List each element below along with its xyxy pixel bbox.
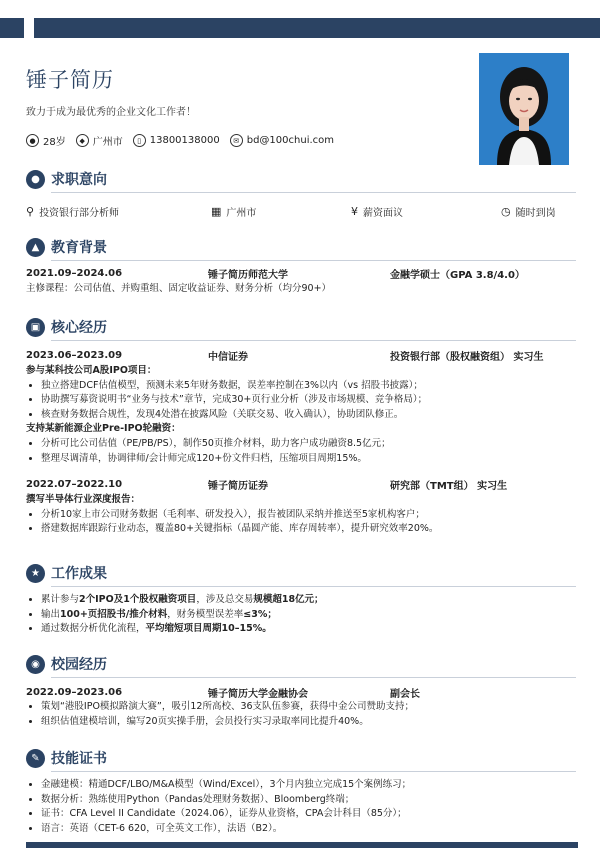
intent-position-text: 投资银行部分析师 — [39, 207, 120, 219]
list-item: • 数据分析：熟练使用Python（Pandas处理财务数据）、Bloomberg终端； — [41, 793, 576, 808]
city-text: 广州市 — [92, 137, 123, 148]
list-item: • 输出100+页招股书/推介材料，财务模型误差率≤3%； — [41, 608, 576, 623]
list-item: • 整理尽调清单，协调律师/会计师完成120+份文件归档，压缩项目周期15%。 — [41, 452, 576, 467]
job-org: 锤子简历证券 — [208, 480, 268, 492]
profile-photo — [479, 53, 569, 165]
job-date: 2022.07–2022.10 — [26, 478, 123, 490]
project-title: 支持某新能源企业Pre-IPO轮融资： — [26, 423, 181, 435]
header-bar-left — [0, 18, 24, 38]
campus-date: 2022.09–2023.06 — [26, 686, 123, 698]
skills-title: 技能证书 — [51, 751, 107, 767]
intent-title: 求职意向 — [51, 172, 107, 188]
edu-courses: 主修课程：公司估值、并购重组、固定收益证券、财务分析（均分90+） — [26, 283, 332, 294]
edu-school: 锤子简历师范大学 — [208, 269, 288, 281]
campus-section — [26, 653, 576, 729]
list-item: • 策划“港股IPO模拟路演大赛”，吸引12所高校、36支队伍参赛，获得中金公司赞助支持； — [41, 700, 576, 715]
education-title: 教育背景 — [51, 240, 107, 256]
intent-position — [26, 204, 211, 219]
clock-icon: ◷ — [501, 204, 511, 218]
job-header — [26, 348, 576, 362]
list-item: • 通过数据分析优化流程，平均缩短项目周期10–15%。 — [41, 622, 576, 637]
section-divider — [51, 340, 576, 341]
list-item: • 证书：CFA Level II Candidate（2024.06），证券从业资格，CPA会计科目（85分）； — [41, 807, 576, 822]
campus-org: 锤子简历大学金融协会 — [208, 688, 308, 700]
contact-row — [26, 133, 344, 148]
person-icon: ● — [26, 134, 39, 147]
job-org: 中信证券 — [208, 351, 248, 363]
list-item: • 组织估值建模培训，编写20页实操手册，会员投行实习录取率同比提升40%。 — [41, 715, 576, 730]
location-icon: ◆ — [76, 134, 89, 147]
skills-section — [26, 747, 576, 836]
job-role: 投资银行部（股权融资组） 实习生 — [390, 351, 544, 363]
results-section — [26, 562, 576, 637]
resume-name: 锤子简历 — [26, 68, 114, 92]
job-header — [26, 477, 576, 491]
footer-bar — [26, 842, 578, 848]
project-title: 参与某科技公司A股IPO项目： — [26, 365, 157, 376]
campus-title: 校园经历 — [51, 657, 107, 673]
section-divider — [51, 260, 576, 261]
phone-item — [133, 134, 220, 147]
experience-section — [26, 316, 576, 537]
intent-city-text: 广州市 — [226, 207, 257, 219]
list-item: • 分析可比公司估值（PE/PB/PS），制作50页推介材料，助力客户成功融资8.5亿元； — [41, 437, 576, 452]
phone-text: 13800138000 — [149, 135, 220, 146]
building-icon: ▦ — [211, 204, 222, 218]
trophy-icon: ★ — [26, 564, 45, 583]
intent-section — [26, 168, 576, 219]
job-date: 2023.06–2023.09 — [26, 349, 123, 361]
experience-title: 核心经历 — [51, 320, 107, 336]
list-item: • 独立搭建DCF估值模型，预测未来5年财务数据，误差率控制在3%以内（vs 招股书披露）； — [41, 379, 576, 394]
tagline: 致力于成为最优秀的企业文化工作者！ — [26, 107, 196, 118]
list-item: • 分析10家上市公司财务数据（毛利率、研发投入），报告被团队采纳并推送至5家机构客户； — [41, 508, 576, 523]
list-item: • 累计参与2个IPO及1个股权融资项目，涉及总交易规模超18亿元； — [41, 593, 576, 608]
age-item — [26, 133, 66, 148]
intent-city — [211, 204, 351, 219]
email-text: bd@100chui.com — [246, 135, 335, 146]
campus-role: 副会长 — [390, 688, 420, 700]
list-item: • 搭建数据库跟踪行业动态，覆盖80+关键指标（晶圆产能、库存周转率），提升研究效率20%。 — [41, 522, 576, 537]
list-item: • 协助撰写募资说明书“业务与技术”章节，完成30+页行业分析（涉及市场规模、竞争格局）； — [41, 393, 576, 408]
school-icon: ◉ — [26, 655, 45, 674]
phone-icon: ▯ — [133, 134, 146, 147]
edu-degree: 金融学硕士（GPA 3.8/4.0） — [390, 269, 525, 281]
education-section — [26, 236, 576, 297]
list-item: • 语言：英语（CET-6 620，可全英文工作），法语（B2）。 — [41, 822, 576, 837]
user-icon: ● — [26, 170, 45, 189]
section-divider — [51, 677, 576, 678]
intent-salary-text: 薪资面议 — [363, 207, 403, 219]
yen-icon: ¥ — [351, 204, 358, 218]
portrait-illustration — [479, 53, 569, 165]
edu-date: 2021.09–2024.06 — [26, 267, 123, 279]
email-icon: ✉ — [230, 134, 243, 147]
graduation-cap-icon: ▲ — [26, 238, 45, 257]
section-divider — [51, 192, 576, 193]
briefcase-icon: ▣ — [26, 318, 45, 337]
certificate-icon: ✎ — [26, 749, 45, 768]
intent-availability-text: 随时到岗 — [515, 207, 556, 219]
list-item: • 金融建模：精通DCF/LBO/M&A模型（Wind/Excel），3个月内独立完成15个案例练习； — [41, 778, 576, 793]
job-role: 研究部（TMT组） 实习生 — [390, 480, 508, 492]
header-bar-right — [34, 18, 600, 38]
intent-salary — [351, 204, 501, 219]
results-title: 工作成果 — [51, 566, 107, 582]
age-text: 28岁 — [43, 137, 66, 148]
city-item — [76, 133, 123, 148]
intent-availability — [501, 204, 556, 219]
project-title: 撰写半导体行业深度报告： — [26, 494, 141, 506]
section-divider — [51, 586, 576, 587]
section-divider — [51, 771, 576, 772]
email-item — [230, 134, 334, 147]
pin-icon: ⚲ — [26, 204, 35, 218]
list-item: • 核查财务数据合规性，发现4处潜在披露风险（关联交易、收入确认），协助团队修正。 — [41, 408, 576, 423]
